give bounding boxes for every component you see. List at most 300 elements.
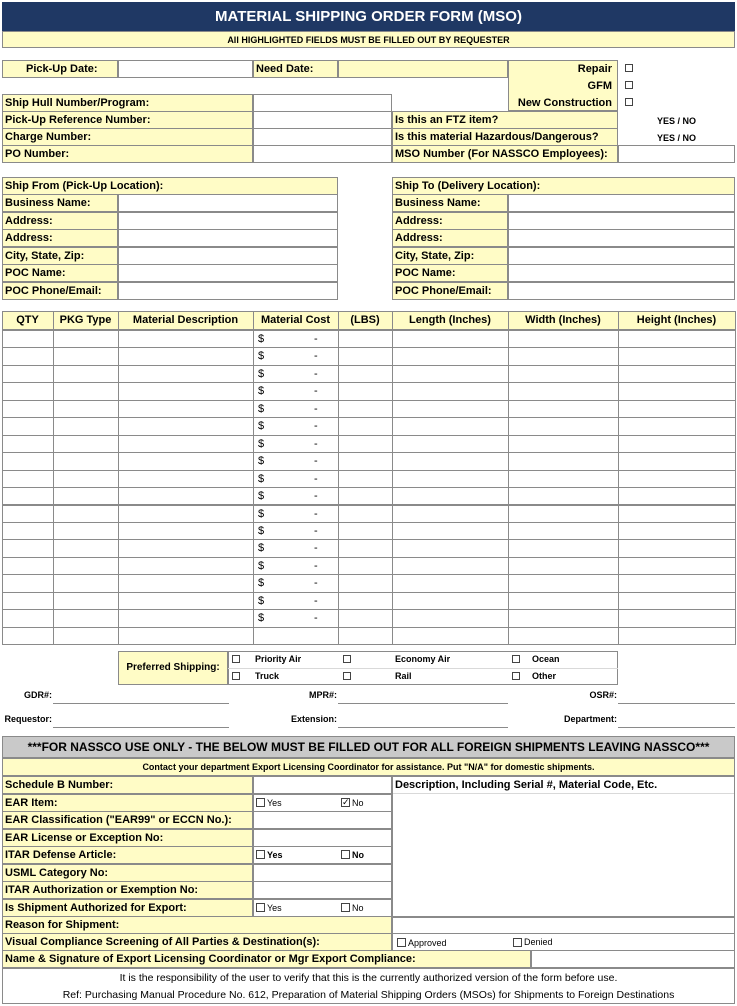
table-cell[interactable]	[618, 347, 736, 365]
table-cell[interactable]	[53, 574, 119, 592]
cost-currency: $	[258, 385, 265, 398]
table-cell[interactable]	[618, 417, 736, 435]
ship-from-field[interactable]	[118, 212, 338, 230]
cost-currency: $	[258, 437, 265, 450]
yes-label: Yes	[267, 850, 283, 860]
ship-to-field-label: City, State, Zip:	[395, 249, 475, 262]
hazard-yes-no[interactable]: YES / NO	[657, 133, 697, 143]
hazard-label: Is this material Hazardous/Dangerous?	[395, 131, 599, 143]
cost-currency: $	[258, 455, 265, 468]
cost-currency: $	[258, 367, 265, 380]
table-cell[interactable]	[118, 539, 254, 557]
ship-to-title: Ship To (Delivery Location):	[395, 180, 541, 192]
shipping-checkbox[interactable]	[232, 672, 240, 680]
table-cell[interactable]	[53, 470, 119, 488]
table-cell[interactable]	[508, 487, 619, 505]
table-cell[interactable]	[338, 557, 393, 575]
hull-field[interactable]	[253, 94, 392, 112]
table-cell[interactable]	[338, 382, 393, 400]
table-cell[interactable]	[392, 539, 509, 557]
ship-from-title: Ship From (Pick-Up Location):	[5, 180, 164, 192]
table-cell[interactable]	[618, 539, 736, 557]
description-label: Description, Including Serial #, Material Code, Etc.	[395, 779, 658, 791]
no-label: No	[352, 902, 364, 913]
table-cell[interactable]	[392, 609, 509, 627]
table-cell[interactable]	[508, 452, 619, 470]
table-cell[interactable]	[253, 505, 339, 523]
ref-field-gdr[interactable]	[53, 686, 229, 704]
nassco-contact-text: Contact your department Export Licensing Coordinator for assistance. Put "N/A" for domestic shipments.	[142, 762, 595, 772]
ship-to-field-label: Address:	[395, 232, 443, 244]
table-cell[interactable]	[118, 487, 254, 505]
ship-to-field-label: Address:	[395, 214, 443, 227]
shipping-option-label: Other	[532, 671, 557, 681]
table-cell[interactable]	[118, 522, 254, 540]
ref-label-mpr: MPR#:	[308, 690, 337, 700]
ship-from-field[interactable]	[118, 247, 338, 265]
table-cell[interactable]	[2, 557, 54, 575]
table-cell[interactable]	[253, 522, 339, 540]
shipping-option-label: Economy Air	[395, 654, 451, 664]
table-header-3: Material Description	[132, 314, 239, 326]
table-cell[interactable]	[2, 487, 54, 505]
ship-from-field-label: Address:	[5, 232, 53, 244]
table-cell[interactable]	[392, 382, 509, 400]
hull-label: Ship Hull Number/Program:	[5, 97, 150, 109]
shipping-divider	[228, 668, 618, 669]
cost-dash: -	[314, 612, 318, 625]
table-header-1: QTY	[16, 314, 39, 326]
table-cell[interactable]	[2, 627, 54, 645]
table-cell[interactable]	[53, 417, 119, 435]
table-cell[interactable]	[392, 470, 509, 488]
table-cell[interactable]	[392, 627, 509, 645]
table-cell[interactable]	[392, 435, 509, 453]
table-cell[interactable]	[2, 592, 54, 610]
table-cell[interactable]	[253, 487, 339, 505]
ref-field-department[interactable]	[618, 710, 735, 728]
table-cell[interactable]	[338, 627, 393, 645]
cost-dash: -	[314, 367, 318, 380]
table-cell[interactable]	[253, 417, 339, 435]
table-cell[interactable]	[618, 522, 736, 540]
gfm-checkbox[interactable]	[625, 81, 633, 89]
table-cell[interactable]	[253, 609, 339, 627]
cost-currency: $	[258, 472, 265, 485]
shipping-option-label: Rail	[395, 671, 412, 681]
table-cell[interactable]	[392, 574, 509, 592]
cost-currency: $	[258, 577, 265, 590]
shipping-checkbox[interactable]	[512, 672, 520, 680]
table-cell[interactable]	[618, 574, 736, 592]
table-cell[interactable]	[253, 452, 339, 470]
table-cell[interactable]	[253, 592, 339, 610]
approved-checkbox[interactable]	[397, 938, 406, 947]
table-cell[interactable]	[2, 574, 54, 592]
table-cell[interactable]	[53, 592, 119, 610]
table-cell[interactable]	[53, 487, 119, 505]
nassco-label-authorized: Is Shipment Authorized for Export:	[5, 901, 187, 914]
cost-dash: -	[314, 437, 318, 450]
table-cell[interactable]	[392, 487, 509, 505]
table-cell[interactable]	[253, 435, 339, 453]
table-cell[interactable]	[618, 627, 736, 645]
signature-field[interactable]	[531, 950, 735, 968]
table-cell[interactable]	[338, 452, 393, 470]
cost-currency: $	[258, 350, 265, 363]
table-cell[interactable]	[338, 522, 393, 540]
charge-label: Charge Number:	[5, 131, 92, 143]
table-cell[interactable]	[253, 539, 339, 557]
table-cell[interactable]	[338, 435, 393, 453]
cost-currency: $	[258, 507, 265, 520]
table-cell[interactable]	[2, 470, 54, 488]
table-cell[interactable]	[392, 330, 509, 348]
ref-field-mpr[interactable]	[338, 686, 508, 704]
table-cell[interactable]	[338, 470, 393, 488]
table-cell[interactable]	[118, 574, 254, 592]
table-cell[interactable]	[253, 382, 339, 400]
yes-checkbox[interactable]	[256, 798, 265, 807]
table-cell[interactable]	[338, 592, 393, 610]
no-checkbox[interactable]	[341, 903, 350, 912]
repair-label: Repair	[577, 63, 612, 75]
table-cell[interactable]	[508, 574, 619, 592]
table-cell[interactable]	[2, 435, 54, 453]
table-cell[interactable]	[118, 330, 254, 348]
table-cell[interactable]	[53, 505, 119, 523]
nassco-label-ear-license: EAR License or Exception No:	[5, 831, 164, 844]
shipping-checkbox[interactable]	[343, 672, 351, 680]
table-cell[interactable]	[338, 330, 393, 348]
table-cell[interactable]	[2, 347, 54, 365]
table-cell[interactable]	[392, 557, 509, 575]
table-cell[interactable]	[618, 435, 736, 453]
cost-dash: -	[314, 594, 318, 607]
ship-from-field-label: Business Name:	[5, 197, 91, 209]
table-cell[interactable]	[253, 347, 339, 365]
ref-label-extension: Extension:	[290, 714, 337, 724]
reason-label: Reason for Shipment:	[5, 919, 120, 931]
table-header-2: PKG Type	[59, 314, 112, 326]
table-header-6: Length (Inches)	[409, 314, 491, 326]
cost-currency: $	[258, 594, 265, 607]
table-cell[interactable]	[2, 522, 54, 540]
table-cell[interactable]	[508, 330, 619, 348]
shipping-option-label: Truck	[255, 671, 280, 681]
ref-field-requestor[interactable]	[53, 710, 229, 728]
table-cell[interactable]	[392, 592, 509, 610]
table-cell[interactable]	[338, 574, 393, 592]
cost-dash: -	[314, 333, 318, 345]
table-cell[interactable]	[2, 609, 54, 627]
table-cell[interactable]	[53, 452, 119, 470]
shipping-checkbox[interactable]	[343, 655, 351, 663]
table-cell[interactable]	[53, 330, 119, 348]
cost-dash: -	[314, 420, 318, 433]
table-cell[interactable]	[253, 365, 339, 383]
table-cell[interactable]	[118, 505, 254, 523]
table-cell[interactable]	[392, 417, 509, 435]
table-cell[interactable]	[118, 435, 254, 453]
cost-currency: $	[258, 542, 265, 555]
no-label: No	[352, 797, 364, 808]
table-cell[interactable]	[618, 557, 736, 575]
ftz-label: Is this an FTZ item?	[395, 114, 499, 126]
table-cell[interactable]	[508, 382, 619, 400]
po-field[interactable]	[253, 145, 392, 163]
cost-dash: -	[314, 472, 318, 485]
table-cell[interactable]	[508, 470, 619, 488]
ref-label-osr: OSR#:	[589, 690, 617, 700]
table-cell[interactable]	[2, 400, 54, 418]
ship-from-field[interactable]	[118, 282, 338, 300]
cost-dash: -	[314, 385, 318, 398]
ship-from-field-label: POC Name:	[5, 267, 66, 279]
ship-from-field[interactable]	[118, 264, 338, 282]
nassco-field[interactable]	[253, 864, 392, 882]
table-cell[interactable]	[392, 365, 509, 383]
yes-checkbox[interactable]	[256, 903, 265, 912]
table-cell[interactable]	[618, 400, 736, 418]
pickup-date-label: Pick-Up Date:	[26, 63, 98, 75]
cost-dash: -	[314, 402, 318, 415]
cost-dash: -	[314, 350, 318, 363]
cost-dash: -	[314, 490, 318, 503]
shipping-checkbox[interactable]	[232, 655, 240, 663]
mso-number-label: MSO Number (For NASSCO Employees):	[395, 148, 608, 160]
ship-to-field[interactable]	[508, 282, 735, 300]
table-cell[interactable]	[338, 417, 393, 435]
table-cell[interactable]	[618, 487, 736, 505]
ship-to-field[interactable]	[508, 264, 735, 282]
table-cell[interactable]	[508, 505, 619, 523]
signature-label: Name & Signature of Export Licensing Coordinator or Mgr Export Compliance:	[5, 953, 416, 965]
table-cell[interactable]	[618, 609, 736, 627]
nassco-label-schedule-b: Schedule B Number:	[5, 779, 114, 791]
table-cell[interactable]	[338, 365, 393, 383]
table-cell[interactable]	[118, 452, 254, 470]
table-cell[interactable]	[508, 400, 619, 418]
table-cell[interactable]	[338, 487, 393, 505]
cost-currency: $	[258, 402, 265, 415]
no-label: No	[352, 850, 364, 860]
cost-dash: -	[314, 542, 318, 555]
table-cell[interactable]	[392, 505, 509, 523]
pickup-date-field[interactable]	[118, 60, 253, 78]
cost-dash: -	[314, 524, 318, 537]
cost-currency: $	[258, 612, 265, 625]
table-cell[interactable]	[253, 400, 339, 418]
pickup-ref-field[interactable]	[253, 111, 392, 129]
table-cell[interactable]	[253, 574, 339, 592]
shipping-checkbox[interactable]	[512, 655, 520, 663]
table-cell[interactable]	[392, 347, 509, 365]
nassco-label-usml: USML Category No:	[5, 866, 109, 879]
denied-checkbox[interactable]	[513, 938, 522, 947]
cost-currency: $	[258, 333, 265, 345]
table-cell[interactable]	[118, 627, 254, 645]
yes-checkbox[interactable]	[256, 850, 265, 859]
approved-label: Approved	[408, 938, 447, 948]
table-cell[interactable]	[618, 470, 736, 488]
table-cell[interactable]	[618, 330, 736, 348]
nassco-field[interactable]	[253, 776, 392, 794]
ship-to-field[interactable]	[508, 212, 735, 230]
table-cell[interactable]	[118, 347, 254, 365]
table-cell[interactable]	[53, 609, 119, 627]
nassco-label-ear-class: EAR Classification ("EAR99" or ECCN No.):	[5, 814, 232, 826]
no-checkbox[interactable]	[341, 850, 350, 859]
table-cell[interactable]	[253, 557, 339, 575]
table-cell[interactable]	[508, 609, 619, 627]
table-cell[interactable]	[2, 505, 54, 523]
nassco-label-ear-item: EAR Item:	[5, 796, 58, 809]
table-cell[interactable]	[53, 627, 119, 645]
table-cell[interactable]	[508, 417, 619, 435]
need-date-label: Need Date:	[256, 63, 314, 75]
yes-label: Yes	[267, 902, 282, 913]
table-cell[interactable]	[253, 627, 339, 645]
nassco-field[interactable]	[253, 811, 392, 829]
form-title: MATERIAL SHIPPING ORDER FORM (MSO)	[215, 8, 522, 25]
table-cell[interactable]	[392, 452, 509, 470]
cost-currency: $	[258, 490, 265, 503]
no-checkbox-checked[interactable]: ✓	[342, 796, 350, 807]
cost-dash: -	[314, 577, 318, 590]
table-cell[interactable]	[2, 539, 54, 557]
table-cell[interactable]	[508, 592, 619, 610]
ship-from-field-label: POC Phone/Email:	[5, 284, 102, 297]
mso-number-field[interactable]	[618, 145, 735, 163]
table-cell[interactable]	[2, 365, 54, 383]
visual-label: Visual Compliance Screening of All Parties & Destination(s):	[5, 936, 320, 948]
ref-field-extension[interactable]	[338, 710, 508, 728]
table-cell[interactable]	[253, 330, 339, 348]
table-cell[interactable]	[118, 609, 254, 627]
table-cell[interactable]	[392, 400, 509, 418]
table-cell[interactable]	[2, 417, 54, 435]
table-header-7: Width (Inches)	[525, 314, 601, 326]
table-cell[interactable]	[338, 539, 393, 557]
table-cell[interactable]	[508, 522, 619, 540]
cost-currency: $	[258, 420, 265, 433]
reason-field[interactable]	[392, 916, 735, 934]
yes-label: Yes	[267, 797, 282, 808]
table-cell[interactable]	[338, 400, 393, 418]
new-construction-checkbox[interactable]	[625, 98, 633, 106]
table-cell[interactable]	[53, 400, 119, 418]
shipping-option-label: Ocean	[532, 654, 560, 664]
nassco-banner-text: ***FOR NASSCO USE ONLY - THE BELOW MUST BE FILLED OUT FOR ALL FOREIGN SHIPMENTS LEAVING NASSCO***	[27, 740, 710, 754]
po-label: PO Number:	[5, 148, 70, 160]
table-cell[interactable]	[2, 452, 54, 470]
table-cell[interactable]	[53, 435, 119, 453]
table-cell[interactable]	[118, 470, 254, 488]
table-cell[interactable]	[118, 382, 254, 400]
pickup-ref-label: Pick-Up Reference Number:	[5, 114, 151, 126]
table-cell[interactable]	[338, 609, 393, 627]
ship-to-field-label: Business Name:	[395, 197, 481, 209]
nassco-field[interactable]	[253, 881, 392, 899]
table-cell[interactable]	[618, 505, 736, 523]
table-cell[interactable]	[53, 382, 119, 400]
table-cell[interactable]	[618, 452, 736, 470]
charge-field[interactable]	[253, 128, 392, 146]
table-header-4: Material Cost	[260, 314, 331, 326]
ship-from-field[interactable]	[118, 229, 338, 247]
footer-line-1: It is the responsibility of the user to verify that this is the currently authorized version of the form before use.	[119, 972, 618, 984]
preferred-shipping-label: Preferred Shipping:	[126, 662, 220, 673]
description-divider	[393, 793, 734, 794]
description-box[interactable]	[392, 776, 735, 918]
nassco-field[interactable]	[253, 829, 392, 847]
table-cell[interactable]	[53, 365, 119, 383]
table-cell[interactable]	[618, 592, 736, 610]
table-cell[interactable]	[118, 417, 254, 435]
table-cell[interactable]	[118, 400, 254, 418]
table-cell[interactable]	[2, 382, 54, 400]
table-cell[interactable]	[508, 627, 619, 645]
table-cell[interactable]	[618, 382, 736, 400]
gfm-label: GFM	[587, 80, 612, 92]
table-cell[interactable]	[118, 365, 254, 383]
ship-to-field[interactable]	[508, 194, 735, 212]
cost-dash: -	[314, 507, 318, 520]
subtitle: All HIGHLIGHTED FIELDS MUST BE FILLED OUT BY REQUESTER	[227, 35, 510, 45]
table-cell[interactable]	[53, 522, 119, 540]
table-cell[interactable]	[253, 470, 339, 488]
ship-to-field[interactable]	[508, 229, 735, 247]
ref-label-department: Department:	[563, 714, 617, 724]
table-cell[interactable]	[508, 347, 619, 365]
ship-from-field[interactable]	[118, 194, 338, 212]
need-date-field[interactable]	[338, 60, 508, 78]
table-cell[interactable]	[2, 330, 54, 348]
table-cell[interactable]	[392, 522, 509, 540]
cost-currency: $	[258, 559, 265, 572]
table-cell[interactable]	[618, 365, 736, 383]
ref-label-requestor: Requestor:	[4, 714, 52, 724]
repair-checkbox[interactable]	[625, 64, 633, 72]
table-cell[interactable]	[508, 539, 619, 557]
ship-to-field-label: POC Name:	[395, 267, 456, 279]
table-cell[interactable]	[338, 505, 393, 523]
table-cell[interactable]	[508, 435, 619, 453]
cost-currency: $	[258, 524, 265, 537]
nassco-label-itar-auth: ITAR Authorization or Exemption No:	[5, 884, 199, 896]
nassco-label-itar: ITAR Defense Article:	[5, 849, 117, 861]
ship-from-field-label: City, State, Zip:	[5, 249, 85, 262]
table-cell[interactable]	[118, 592, 254, 610]
table-cell[interactable]	[338, 347, 393, 365]
ftz-yes-no[interactable]: YES / NO	[657, 116, 697, 126]
table-cell[interactable]	[118, 557, 254, 575]
shipping-option-label: Priority Air	[255, 654, 302, 664]
ship-to-field[interactable]	[508, 247, 735, 265]
table-cell[interactable]	[53, 347, 119, 365]
denied-label: Denied	[524, 937, 553, 947]
cost-dash: -	[314, 455, 318, 468]
table-cell[interactable]	[508, 365, 619, 383]
table-header-8: Height (Inches)	[636, 314, 717, 326]
table-cell[interactable]	[508, 557, 619, 575]
ship-to-field-label: POC Phone/Email:	[395, 284, 492, 297]
table-cell[interactable]	[53, 557, 119, 575]
table-cell[interactable]	[53, 539, 119, 557]
ref-field-osr[interactable]	[618, 686, 735, 704]
cost-dash: -	[314, 559, 318, 572]
